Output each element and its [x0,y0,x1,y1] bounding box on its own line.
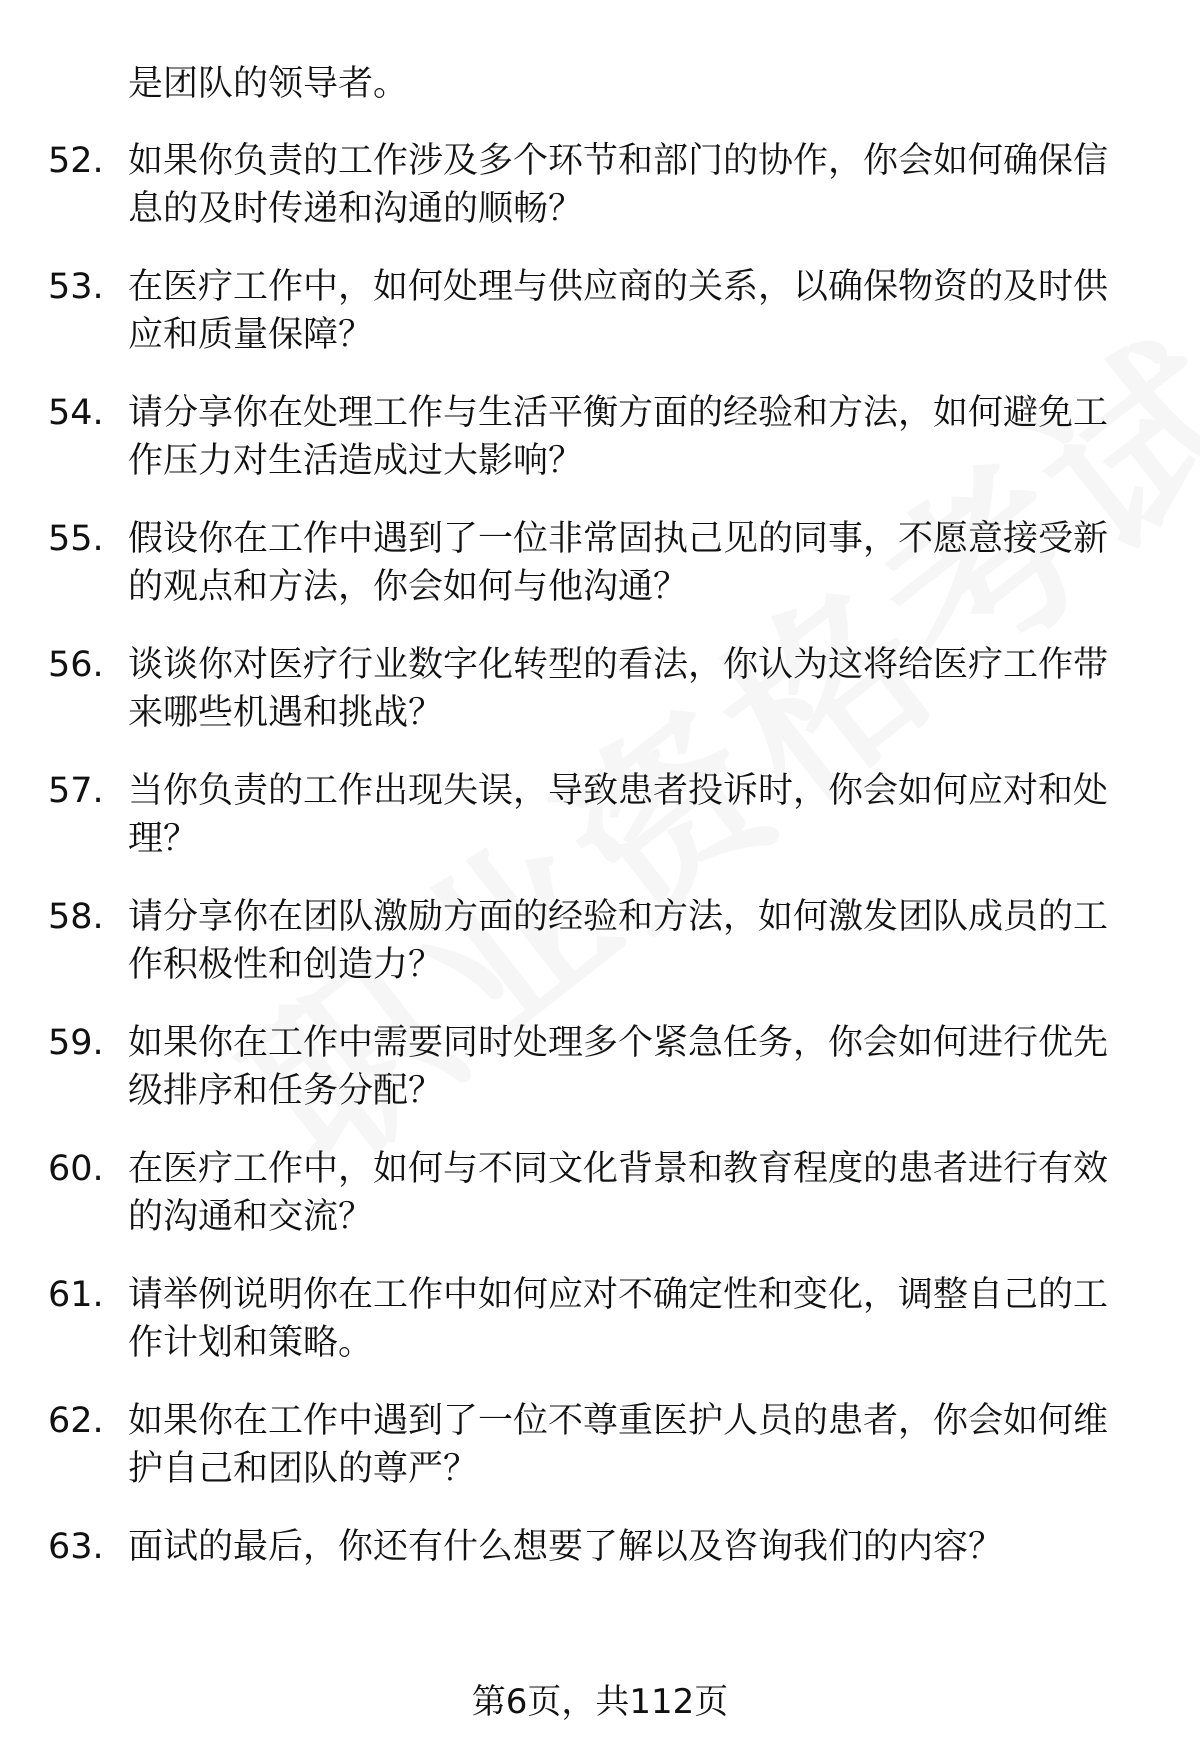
question-item [48,1271,1138,1367]
question-number: 56. [48,645,104,685]
page-footer: 第6页，共112页 [471,1682,729,1722]
question-text: 假设你在工作中遇到了一位非常固执己见的同事，不愿意接受新的观点和方法，你会如何与他沟通？ [128,519,1109,607]
question-number: 63. [48,1527,104,1567]
question-number: 62. [48,1401,104,1441]
question-text: 在医疗工作中，如何处理与供应商的关系，以确保物资的及时供应和质量保障？ [128,267,1109,355]
question-number: 55. [48,519,104,559]
question-item [48,1523,1138,1571]
question-item [48,767,1138,863]
question-text: 谈谈你对医疗行业数字化转型的看法，你认为这将给医疗工作带来哪些机遇和挑战？ [128,645,1109,733]
question-text: 如果你在工作中遇到了一位不尊重医护人员的患者，你会如何维护自己和团队的尊严？ [128,1401,1109,1489]
question-item [48,263,1138,359]
question-text: 当你负责的工作出现失误，导致患者投诉时，你会如何应对和处理？ [128,771,1109,859]
question-text: 请分享你在团队激励方面的经验和方法，如何激发团队成员的工作积极性和创造力？ [128,897,1109,985]
question-item [48,893,1138,989]
question-number: 58. [48,897,104,937]
question-item [48,1397,1138,1493]
question-text: 请分享你在处理工作与生活平衡方面的经验和方法，如何避免工作压力对生活造成过大影响？ [128,393,1109,481]
question-item [48,515,1138,611]
question-number: 61. [48,1275,104,1315]
question-number: 53. [48,267,104,307]
question-text: 面试的最后，你还有什么想要了解以及咨询我们的内容？ [128,1527,1004,1567]
question-item [48,1019,1138,1115]
continuation-text: 是团队的领导者。 [128,64,409,104]
question-item [48,641,1138,737]
question-text: 在医疗工作中，如何与不同文化背景和教育程度的患者进行有效的沟通和交流？ [128,1149,1109,1237]
question-text: 请举例说明你在工作中如何应对不确定性和变化，调整自己的工作计划和策略。 [128,1275,1109,1363]
question-text: 如果你负责的工作涉及多个环节和部门的协作，你会如何确保信息的及时传递和沟通的顺畅？ [128,141,1109,229]
question-number: 60. [48,1149,104,1189]
question-number: 54. [48,393,104,433]
question-item [48,137,1138,233]
question-text: 如果你在工作中需要同时处理多个紧急任务，你会如何进行优先级排序和任务分配？ [128,1023,1109,1111]
question-item [48,389,1138,485]
question-number: 59. [48,1023,104,1063]
question-number: 52. [48,141,104,181]
question-item [48,1145,1138,1241]
question-number: 57. [48,771,104,811]
